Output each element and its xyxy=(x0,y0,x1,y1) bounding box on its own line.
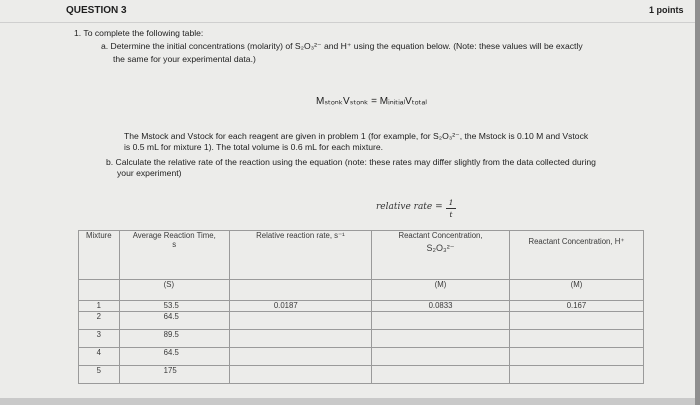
table-row xyxy=(79,330,644,348)
question-title: QUESTION 3 xyxy=(66,5,127,16)
right-edge-strip xyxy=(695,0,700,405)
cell-rate[interactable] xyxy=(229,312,371,330)
table-row xyxy=(79,348,644,366)
relative-rate-label: relative rate = xyxy=(376,202,443,212)
units-mixture xyxy=(79,280,120,301)
question-header xyxy=(0,0,700,23)
units-rate xyxy=(229,280,371,301)
cell-conc-s2o3[interactable]: 0.0833 xyxy=(372,301,510,312)
cell-time: 175 xyxy=(119,366,229,384)
rate-fraction xyxy=(446,198,456,219)
header-conc-h: Reactant Concentration, H⁺ xyxy=(509,231,643,280)
fraction-bar xyxy=(446,208,456,209)
header-reaction-time xyxy=(119,231,229,280)
cell-conc-s2o3[interactable] xyxy=(372,330,510,348)
cell-rate[interactable]: 0.0187 xyxy=(229,301,371,312)
header-time-line2: s xyxy=(172,240,177,249)
cell-time: 64.5 xyxy=(119,312,229,330)
instruction-a-line2: the same for your experimental data.) xyxy=(113,54,256,64)
question-points: 1 points xyxy=(649,5,684,15)
header-conc-s2o3-line2: S₂O₃²⁻ xyxy=(426,243,455,253)
rate-denominator: t xyxy=(449,210,453,219)
table-units-row xyxy=(79,280,644,301)
table-header-row xyxy=(79,231,644,280)
cell-mixture: 1 xyxy=(79,301,120,312)
units-time: (S) xyxy=(119,280,229,301)
cell-conc-h[interactable]: 0.167 xyxy=(509,301,643,312)
table-row xyxy=(79,366,644,384)
header-conc-s2o3-line1: Reactant Concentration, xyxy=(398,231,483,240)
header-conc-s2o3 xyxy=(372,231,510,280)
table-row xyxy=(79,312,644,330)
header-time-line1: Average Reaction Time, xyxy=(132,231,216,240)
cell-mixture: 4 xyxy=(79,348,120,366)
cell-rate[interactable] xyxy=(229,366,371,384)
cell-time: 89.5 xyxy=(119,330,229,348)
cell-conc-h[interactable] xyxy=(509,348,643,366)
header-mixture: Mixture xyxy=(79,231,120,280)
data-table xyxy=(78,230,644,384)
cell-mixture: 2 xyxy=(79,312,120,330)
instruction-item-1: 1. To complete the following table: xyxy=(74,28,204,38)
given-line1: The Mstock and Vstock for each reagent are given in problem 1 (for example, for S₂O₃²⁻, the Mstock is 0.10 M and Vstock xyxy=(124,131,589,141)
units-conc-s2o3: (M) xyxy=(372,280,510,301)
given-line2: is 0.5 mL for mixture 1). The total volume is 0.6 mL for each mixture. xyxy=(124,142,384,152)
header-relative-rate: Relative reaction rate, s⁻¹ xyxy=(229,231,371,280)
instruction-a-line1: a. Determine the initial concentrations (molarity) of S₂O₃²⁻ and H⁺ using the equation below. (Note: these values will be exactly xyxy=(101,41,583,51)
cell-mixture: 3 xyxy=(79,330,120,348)
dilution-equation: MₛₜₒₙₖVₛₜₒₙₖ = MᵢₙᵢₜᵢₐₗVₜₒₜₐₗ xyxy=(316,96,427,107)
cell-mixture: 5 xyxy=(79,366,120,384)
cell-rate[interactable] xyxy=(229,330,371,348)
units-conc-h: (M) xyxy=(509,280,643,301)
cell-rate[interactable] xyxy=(229,348,371,366)
instruction-b-line2: your experiment) xyxy=(117,168,182,178)
cell-conc-s2o3[interactable] xyxy=(372,312,510,330)
instruction-b-line1: b. Calculate the relative rate of the reaction using the equation (note: these rates may differ slightly from the data collected during xyxy=(106,157,596,167)
table-row xyxy=(79,301,644,312)
cell-time: 53.5 xyxy=(119,301,229,312)
cell-conc-h[interactable] xyxy=(509,330,643,348)
cell-conc-h[interactable] xyxy=(509,366,643,384)
cell-conc-s2o3[interactable] xyxy=(372,348,510,366)
cell-time: 64.5 xyxy=(119,348,229,366)
cell-conc-h[interactable] xyxy=(509,312,643,330)
cell-conc-s2o3[interactable] xyxy=(372,366,510,384)
rate-numerator: 1 xyxy=(448,198,454,207)
